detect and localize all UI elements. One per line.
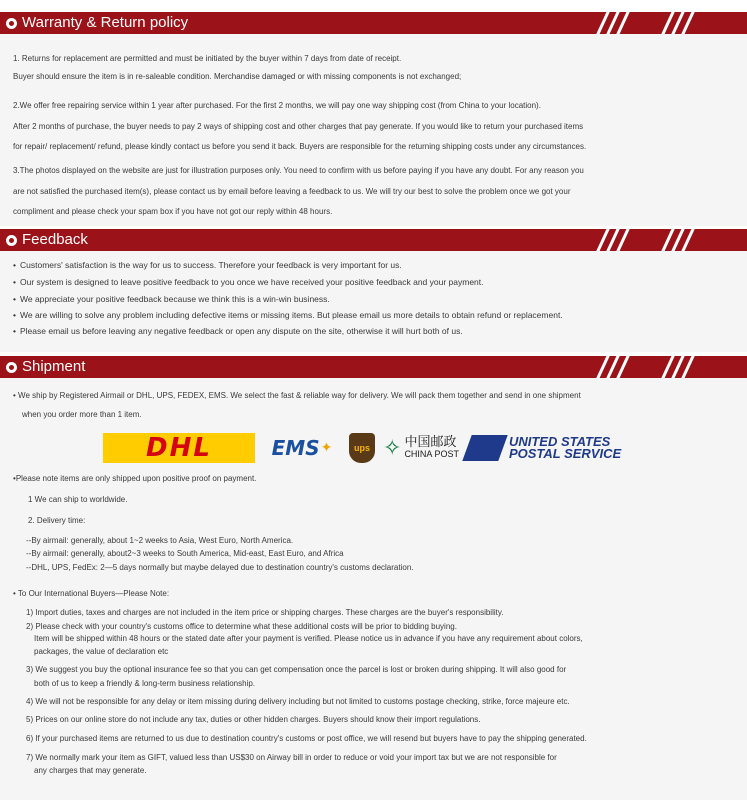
feedback-item: • Our system is designed to leave positive feedback to you once we have received your positive feedback and your payment. [13,277,484,287]
feedback-item: • Customers' satisfaction is the way for us to success. Therefore your feedback is very important for us. [13,260,402,270]
delivery-line: --By airmail: generally, about2~3 weeks to South America, Mid-east, East Euro, and Africa [26,549,344,558]
ems-logo: EMS ✦ [271,436,333,460]
usps-logo: UNITED STATES POSTAL SERVICE [467,435,621,461]
feedback-header [0,229,747,251]
warranty-line: 2.We offer free repairing service within 1 year after purchased. For the first 2 months, we will pay one way shipping cost (from China to your location). [13,101,541,110]
stripes-decoration [587,356,747,378]
intl-line: packages, the value of declaration etc [34,647,169,656]
stripes-decoration [587,12,747,34]
ship-worldwide: 1 We can ship to worldwide. [28,495,128,504]
warranty-line: are not satisfied the purchased item(s), please contact us by email before leaving a feedback to us. We will try our best to solve the problem once we got your [13,187,571,196]
shipment-title: Shipment [22,358,86,375]
intl-line: 1) Import duties, taxes and charges are not included in the item price or shipping charges. These charges are the buyer's responsibility. [26,608,504,617]
warranty-body [0,34,747,226]
shipment-intro-1: • We ship by Registered Airmail or DHL, UPS, FEDEX, EMS. We select the fast & reliable way for delivery. We will pack them together and send in one shipment [13,391,581,400]
delivery-line: --DHL, UPS, FedEx: 2—5 days normally but maybe delayed due to destination country's customs declaration. [26,563,414,572]
shipment-intro-2: when you order more than 1 item. [22,410,142,419]
feedback-item: • We are willing to solve any problem including defective items or missing items. But please email us more details to obtain refund or replacement. [13,310,563,320]
warranty-title: Warranty & Return policy [22,14,189,31]
eagle-icon [462,435,507,461]
feedback-title: Feedback [22,231,88,248]
gear-icon [6,235,17,246]
china-post-icon: ✧ [383,435,402,460]
dhl-logo: DHL [103,433,255,463]
warranty-header [0,12,747,34]
warranty-line: compliment and please check your spam box if you have not got our reply within 48 hours. [13,207,333,216]
shipment-header [0,356,747,378]
intl-line: 2) Please check with your country's customs office to determine what these additional costs will be prior to bidding buying. [26,622,457,631]
intl-title: • To Our International Buyers—Please Note: [13,589,170,598]
feedback-item: • Please email us before leaving any negative feedback or open any dispute on the site, otherwise it will hurt both of us. [13,326,463,336]
intl-line: 7) We normally mark your item as GIFT, valued less than US$30 on Airway bill in order to reduce or void your import tax but we are not responsible for [26,753,557,762]
delivery-line: --By airmail: generally, about 1~2 weeks to Asia, West Euro, North America. [26,536,294,545]
intl-line: any charges that may generate. [34,766,147,775]
feedback-item: • We appreciate your positive feedback because we think this is a win-win business. [13,294,330,304]
gear-icon [6,18,17,29]
china-post-logo: ✧ 中国邮政 CHINA POST [383,434,459,460]
intl-line: Item will be shipped within 48 hours or the stated date after your payment is verified. Please notice us in advance if you have any requirement about colors, [34,634,583,643]
feedback-body [0,251,747,352]
carrier-logos [103,431,621,465]
warranty-line: 1. Returns for replacement are permitted and must be initiated by the buyer within 7 days from date of receipt. [13,54,402,63]
intl-line: 5) Prices on our online store do not include any tax, duties or other hidden charges. Buyers should know their import regulations. [26,715,481,724]
delivery-time-label: 2. Delivery time: [28,516,86,525]
warranty-line: for repair/ replacement/ refund, please kindly contact us before you send it back. Buyers are responsible for the returning shipping costs under any circumstances. [13,142,587,151]
intl-line: both of us to keep a friendly & long-term business relationship. [34,679,256,688]
stripes-decoration [587,229,747,251]
payment-note: •Please note items are only shipped upon positive proof on payment. [13,474,257,483]
intl-line: 6) If your purchased items are returned to us due to destination country's customs or post office, we will resend but buyers have to pay the shipping generated. [26,734,587,743]
ups-logo: ups [349,433,375,463]
warranty-line: 3.The photos displayed on the website are just for illustration purposes only. You need to confirm with us before paying if you have any doubt. For any reason you [13,166,584,175]
intl-line: 4) We will not be responsible for any delay or item missing during delivery including but not limited to customs postage checking, strike, force majeure etc. [26,697,570,706]
warranty-line: After 2 months of purchase, the buyer needs to pay 2 ways of shipping cost and other charges that pay generate. If you would like to return your purchased items [13,122,584,131]
gear-icon [6,362,17,373]
intl-line: 3) We suggest you buy the optional insurance fee so that you can get compensation once the parcel is lost or broken during shipping. It will also good for [26,665,567,674]
warranty-line: Buyer should ensure the item is in re-saleable condition. Merchandise damaged or with missing components is not exchanged; [13,72,462,81]
